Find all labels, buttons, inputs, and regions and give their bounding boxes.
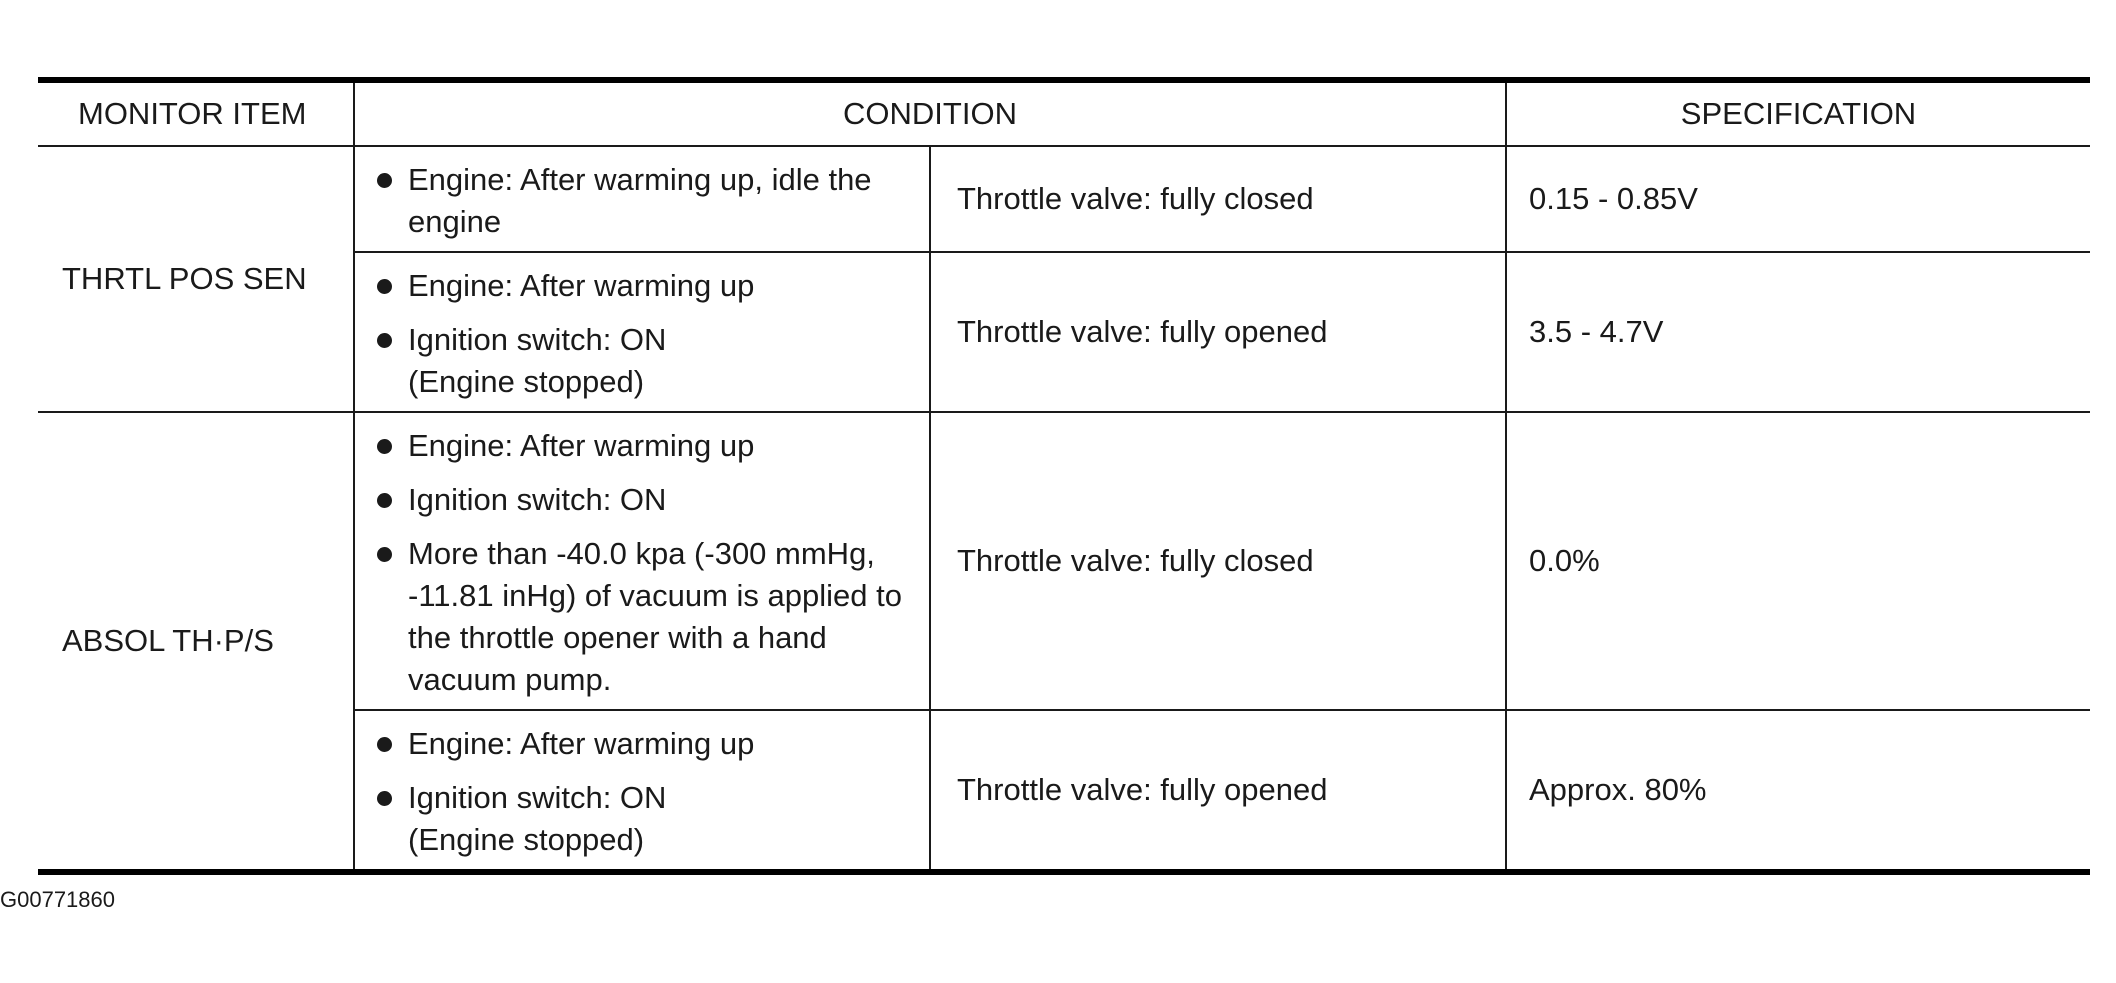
specification-cell: 0.0%	[1506, 412, 2090, 710]
condition-bullet: Ignition switch: ON (Engine stopped)	[377, 319, 915, 403]
condition-bullet: Engine: After warming up	[377, 425, 915, 467]
table-header-row	[38, 80, 2090, 146]
monitor-spec-table	[38, 77, 2090, 875]
bullet-dot-icon	[377, 493, 392, 508]
condition-detail-cell: Throttle valve: fully closed	[930, 146, 1506, 252]
condition-bullet: Engine: After warming up	[377, 265, 915, 307]
table-row	[38, 146, 2090, 252]
bullet-dot-icon	[377, 791, 392, 806]
specification-cell: 0.15 - 0.85V	[1506, 146, 2090, 252]
header-monitor-item: MONITOR ITEM	[38, 80, 354, 146]
condition-bullet: Engine: After warming up	[377, 723, 915, 765]
monitor-item-cell: ABSOL TH·P/S	[38, 412, 354, 872]
condition-cell	[354, 252, 930, 412]
condition-cell	[354, 412, 930, 710]
condition-detail-cell: Throttle valve: fully closed	[930, 412, 1506, 710]
bullet-dot-icon	[377, 439, 392, 454]
specification-cell: Approx. 80%	[1506, 710, 2090, 872]
condition-bullet: Ignition switch: ON	[377, 479, 915, 521]
condition-bullet: Engine: After warming up, idle the engine	[377, 159, 915, 243]
condition-detail-cell: Throttle valve: fully opened	[930, 252, 1506, 412]
condition-cell	[354, 146, 930, 252]
header-specification: SPECIFICATION	[1506, 80, 2090, 146]
condition-bullet: Ignition switch: ON (Engine stopped)	[377, 777, 915, 861]
figure-id-label: G00771860	[0, 887, 115, 912]
bullet-dot-icon	[377, 173, 392, 188]
bullet-dot-icon	[377, 737, 392, 752]
monitor-item-cell: THRTL POS SEN	[38, 146, 354, 412]
bullet-dot-icon	[377, 279, 392, 294]
condition-detail-cell: Throttle valve: fully opened	[930, 710, 1506, 872]
bullet-dot-icon	[377, 333, 392, 348]
table-row	[38, 412, 2090, 710]
condition-bullet: More than -40.0 kpa (-300 mmHg, -11.81 inHg) of vacuum is applied to the throttle opener with a hand vacuum pump.	[377, 533, 915, 701]
specification-cell: 3.5 - 4.7V	[1506, 252, 2090, 412]
bullet-dot-icon	[377, 547, 392, 562]
header-condition: CONDITION	[354, 80, 1506, 146]
condition-cell	[354, 710, 930, 872]
